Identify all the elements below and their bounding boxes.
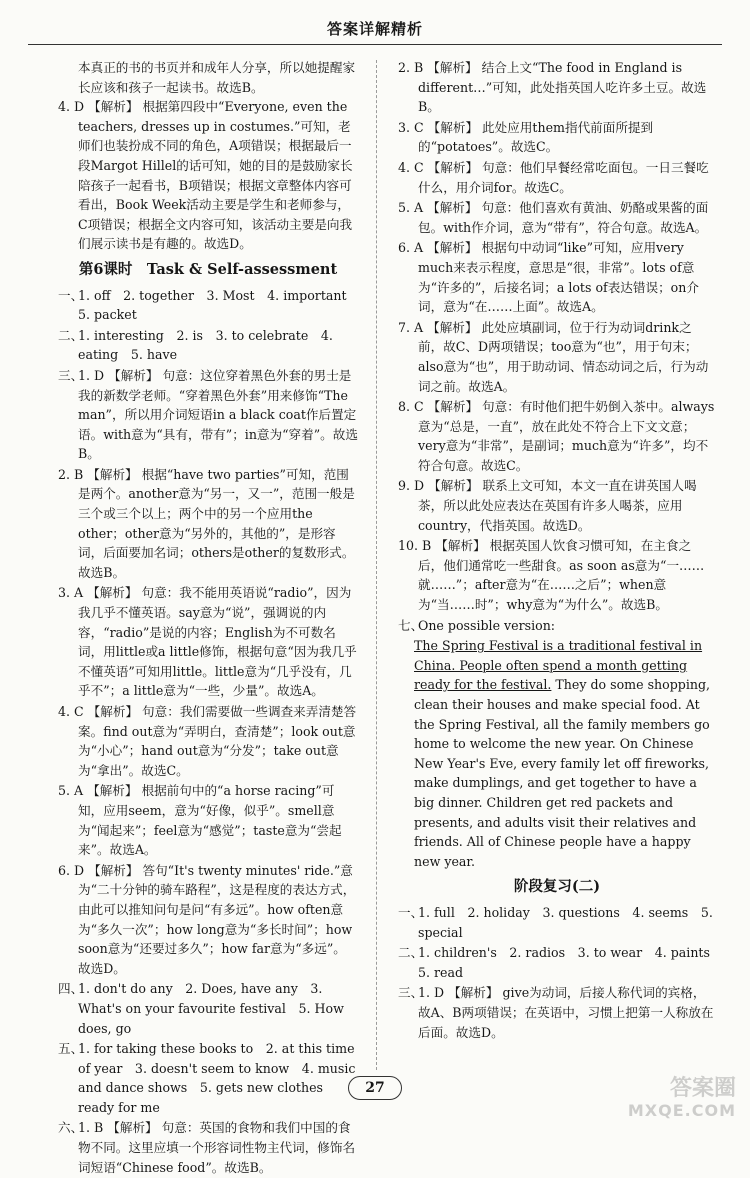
answer-item: 2. B 【解析】 根据“have two parties”可知，范围是两个。another意为“另一，又一”，范围一般是三个或三个以上；两个中的另一个应用the other；other意为“另外的，其他的”，是形容词，后面要加名词；others是other的复数形式。故选B。 [58, 466, 355, 580]
group-label: 七、 [398, 617, 424, 633]
group-label: 一、 [398, 904, 424, 920]
answer-group [398, 983, 716, 1042]
left-column [58, 58, 358, 1178]
essay-underlined: The Spring Festival is a traditional festival in China. People often spend a month getting ready for the festival. [414, 638, 703, 693]
watermark-text: 答案圈 [669, 1076, 736, 1101]
answer-group [58, 366, 358, 464]
answer-continuation: 本真正的书的书页并和成年人分享，所以她提醒家长应该和孩子一起读书。故选B。 [78, 60, 356, 95]
group-text: 1. D 【解析】 give为动词，后接人称代词的宾格，故A、B两项错误；在英语中，习惯上把第一人称放在后面。故选D。 [418, 985, 714, 1040]
group-text: 1. D 【解析】 句意：这位穿着黑色外套的男士是我的新数学老师。“穿着黑色外套”用来修饰“The man”，所以用介词短语in a black coat作后置定语。with意为“具有，带有”；in意为“穿着”。故选B。 [78, 367, 358, 462]
page-header [0, 0, 750, 48]
answer-item: 4. C 【解析】 句意：他们早餐经常吃面包。一日三餐吃什么，用介词for。故选C。 [398, 159, 709, 195]
group-text: 1. for taking these books to 2. at this time of year 3. doesn't seem to know 4. music and dance shows 5. gets new clothes ready for me [78, 1041, 356, 1115]
answer-item: 4. C 【解析】 句意：我们需要做一些调查来弄清楚答案。find out意为“弄明白，查清楚”；look out意为“小心”；hand out意为“分发”；take out意为“拿出”。故选C。 [58, 704, 357, 778]
group-label: 六、 [58, 1120, 84, 1136]
answer-group [58, 286, 358, 325]
right-column [398, 58, 723, 1043]
answer-item: 5. A 【解析】 句意：他们喜欢有黄油、奶酪或果酱的面包。with作介词，意为“带有”，符合句意。故选A。 [398, 200, 709, 235]
answer-group [58, 326, 358, 365]
answer-group [58, 1118, 358, 1177]
watermark-logo [586, 1078, 736, 1126]
answer-item: 10. B 【解析】 根据英国人饮食习惯可知，在主食之后，他们通常吃一些甜食。as soon as意为“一……就……”；after意为“在……之后”；when意为“当……时”；why意为“为什么”。故选B。 [398, 538, 705, 613]
group-label: 三、 [398, 985, 424, 1001]
header-title: 答案详解精析 [326, 20, 423, 38]
section-title: 第6课时 Task & Self-assessment [78, 260, 338, 278]
answer-group [398, 616, 716, 636]
answer-item: 4. D 【解析】 根据第四段中“Everyone, even the teachers, dresses up in costumes.”可知，老师们也装扮成不同的角色，A项错误；根据最后一段Margot Hillel的话可知，她的目的是鼓励家长陪孩子一起看书，B项错误；根据文章整体内容可看出，Book Week活动主要是学生和老师参与，C项错误；根据全文内容可知，该活动主要是向我们展示读书是有趣的。故选D。 [58, 99, 353, 252]
group-label: 二、 [58, 327, 84, 343]
group-text: 1. B 【解析】 句意：英国的食物和我们中国的食物不同。这里应填一个形容词性物主代词，修饰名词短语“Chinese food”。故选B。 [78, 1120, 356, 1175]
column-divider [376, 60, 377, 1070]
answer-group [58, 979, 358, 1038]
answer-item: 2. B 【解析】 结合上文“The food in England is different…”可知，此处指英国人吃许多土豆。故选B。 [398, 60, 707, 115]
group-text: 1. full 2. holiday 3. questions 4. seems 5. special [418, 904, 713, 940]
group-label: 三、 [58, 367, 84, 383]
header-rule [28, 44, 722, 45]
page-number: 27 [348, 1076, 402, 1100]
section-title: 阶段复习(二) [513, 878, 601, 896]
sample-essay [398, 636, 716, 871]
group-text: 1. children's 2. radios 3. to wear 4. paints 5. read [418, 945, 723, 980]
essay-body: They do some shopping, clean their houses and make special food. At the Spring Festival, all the family members go home to welcome the new year. On Chinese New Year's Eve, every family let off fireworks, make dumplings, and get together to have a big dinner. Children get red packets and presents, and adults visit their relatives and friends. All of Chinese people have a happy new year. [414, 677, 711, 869]
group-text: 1. don't do any 2. Does, have any 3. What's on your favourite festival 5. How does, go [78, 981, 344, 1036]
group-label: 四、 [58, 981, 84, 997]
group-label: 一、 [58, 287, 84, 303]
answer-item: 3. A 【解析】 句意：我不能用英语说“radio”，因为我几乎不懂英语。say意为“说”，强调说的内容，“radio”是说的内容；English为不可数名词，用little或a little修饰，根据句意“因为我几乎不懂英语”可知用little。little意为“几乎没有，几乎不”；a little意为“一些，少量”。故选A。 [58, 585, 357, 699]
answer-item: 6. D 【解析】 答句“It's twenty minutes' ride.”意为“二十分钟的骑车路程”，这是程度的表达方式，由此可以推知问句是问“有多远”。how often意为“多久一次”；how long意为“多长时间”；how soon意为“还要过多久”；how far意为“多远”。故选D。 [58, 862, 356, 976]
group-label: 五、 [58, 1041, 84, 1057]
group-label: 二、 [398, 945, 424, 961]
group-text: 1. off 2. together 3. Most 4. important 5. packet [78, 287, 360, 323]
group-text: 1. interesting 2. is 3. to celebrate 4. eating 5. have [78, 327, 333, 363]
answer-group [398, 943, 723, 982]
answer-item: 5. A 【解析】 根据前句中的“a horse racing”可知，应用seem，意为“好像，似乎”。smell意为“闻起来”；feel意为“感觉”；taste意为“尝起来”。故选A。 [58, 783, 342, 858]
answer-item: 6. A 【解析】 根据句中动词“like”可知，应用very much来表示程度，意思是“很，非常”。lots of意为“许多的”，后接名词；a lots of表达错误；on介词，意为“在……上面”。故选A。 [398, 240, 699, 315]
watermark-url: MXQE.COM [627, 1101, 736, 1120]
answer-item: 8. C 【解析】 句意：有时他们把牛奶倒入茶中。always意为“总是，一直”，放在此处不符合上下文文意；very意为“非常”，是副词；much意为“许多”，均不符合句意。故选C。 [398, 399, 715, 473]
answer-item: 3. C 【解析】 此处应用them指代前面所提到的“potatoes”。故选C。 [398, 119, 654, 155]
answer-item: 7. A 【解析】 此处应填副词，位于行为动词drink之前，故C、D两项错误；too意为“也”，用于句末；also意为“也”，用于助动词、情态动词之后，行为动词之前。故选A。 [398, 319, 709, 394]
answer-group [398, 903, 716, 942]
answer-item: 9. D 【解析】 联系上文可知，本文一直在讲英国人喝茶，所以此处应表达在英国有许多人喝茶，应用country，代指英国。故选D。 [398, 478, 697, 533]
group-text: One possible version: [418, 617, 556, 633]
